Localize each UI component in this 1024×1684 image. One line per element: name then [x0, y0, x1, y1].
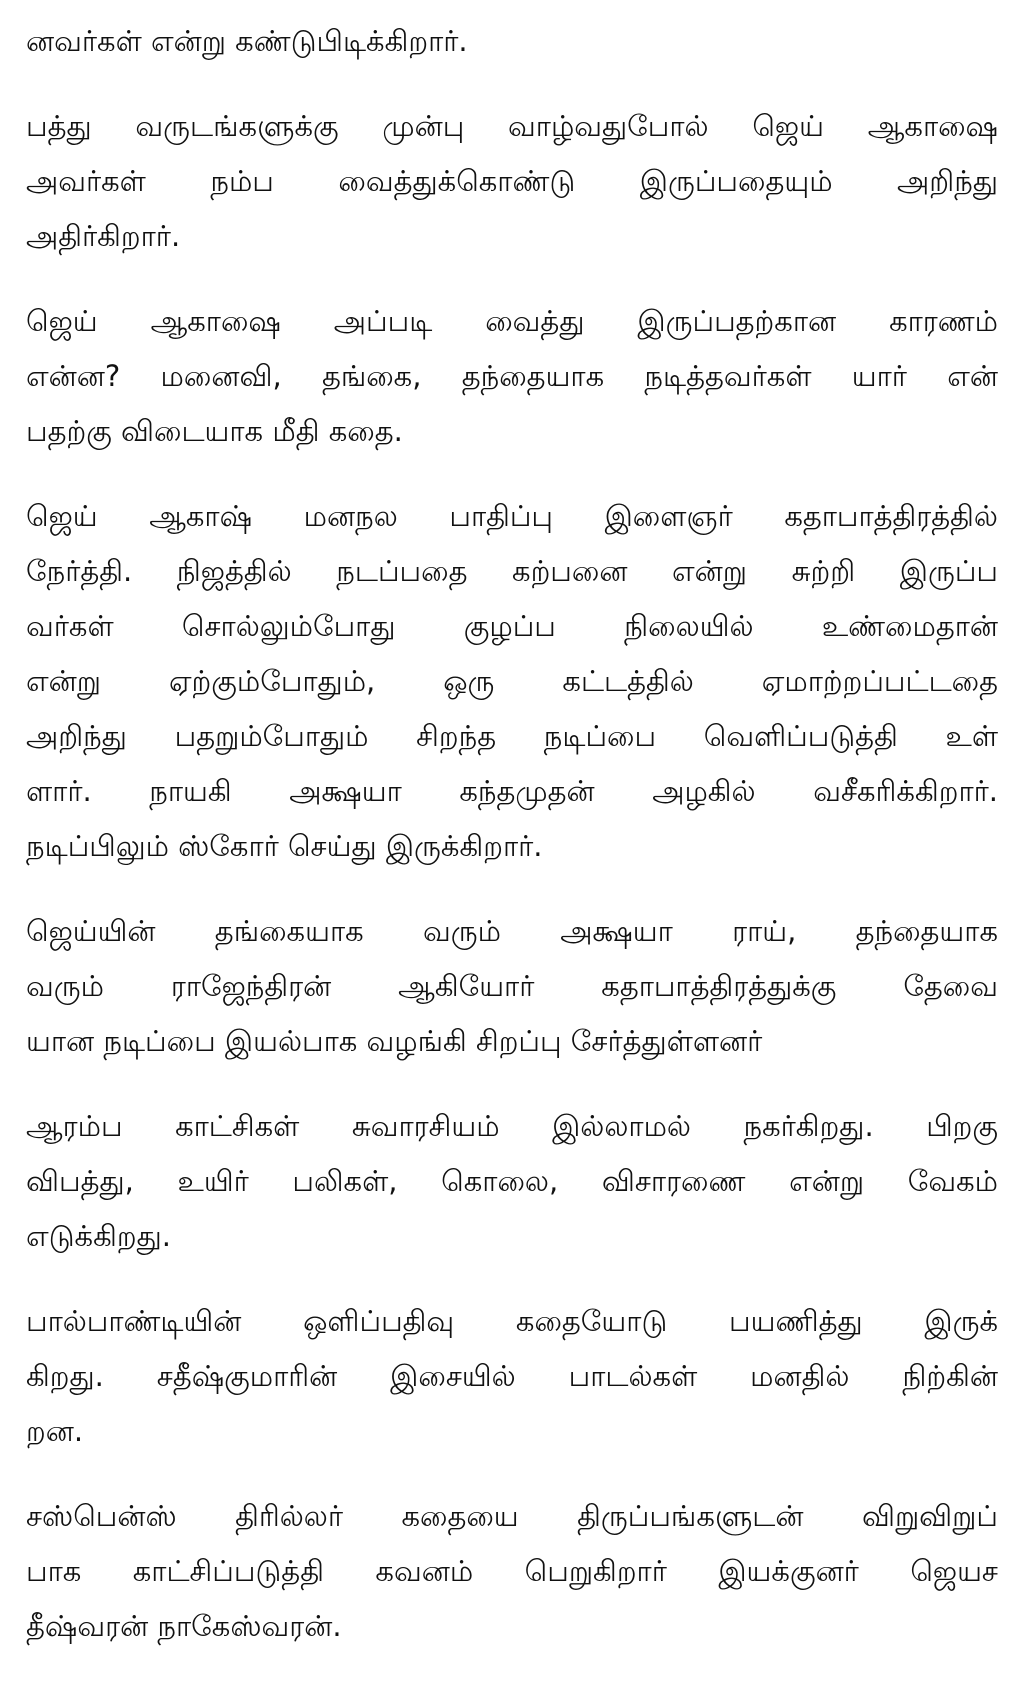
text-line: அறிந்து பதறும்போதும் சிறந்த நடிப்பை வெளிப்படுத்தி உள்: [26, 719, 998, 753]
text-line: வர்கள் சொல்லும்போது குழப்ப நிலையில் உண்மைதான்: [26, 609, 998, 643]
text-line: தீஷ்வரன் நாகேஸ்வரன்.: [26, 1609, 342, 1643]
text-line: பத்து வருடங்களுக்கு முன்பு வாழ்வதுபோல் ஜெய் ஆகாஷை: [26, 109, 998, 143]
paragraph-5: [26, 904, 998, 1069]
text-line: ஜெய் ஆகாஷை அப்படி வைத்து இருப்பதற்கான காரணம்: [26, 304, 998, 338]
text-line: என்று ஏற்கும்போதும், ஒரு கட்டத்தில் ஏமாற்றப்பட்டதை: [26, 664, 998, 698]
text-line: விபத்து, உயிர் பலிகள், கொலை, விசாரணை என்று வேகம்: [26, 1164, 998, 1198]
text-line: வரும் ராஜேந்திரன் ஆகியோர் கதாபாத்திரத்துக்கு தேவை: [26, 969, 998, 1003]
text-line: எடுக்கிறது.: [26, 1219, 171, 1253]
text-line: என்ன? மனைவி, தங்கை, தந்தையாக நடித்தவர்கள் யார் என்: [26, 359, 998, 393]
paragraph-7: [26, 1294, 998, 1459]
text-line: நேர்த்தி. நிஜத்தில் நடப்பதை கற்பனை என்று சுற்றி இருப்ப: [26, 554, 998, 588]
text-line: நடிப்பிலும் ஸ்கோர் செய்து இருக்கிறார்.: [26, 829, 543, 863]
paragraph-8: [26, 1489, 998, 1654]
text-line: யான நடிப்பை இயல்பாக வழங்கி சிறப்பு சேர்த்துள்ளனர்: [26, 1024, 763, 1058]
text-line: அவர்கள் நம்ப வைத்துக்கொண்டு இருப்பதையும் அறிந்து: [26, 164, 998, 198]
text-line: றன.: [26, 1414, 84, 1448]
paragraph-3: [26, 294, 998, 459]
text-line: னவர்கள் என்று கண்டுபிடிக்கிறார்.: [26, 24, 468, 58]
text-line: ளார். நாயகி அக்ஷயா கந்தமுதன் அழகில் வசீகரிக்கிறார்.: [26, 774, 998, 808]
text-line: பாக காட்சிப்படுத்தி கவனம் பெறுகிறார் இயக்குனர் ஜெயச: [26, 1554, 998, 1588]
text-line: பால்பாண்டியின் ஒளிப்பதிவு கதையோடு பயணித்து இருக்: [26, 1304, 998, 1338]
text-line: பதற்கு விடையாக மீதி கதை.: [26, 414, 403, 448]
text-line: ஆரம்ப காட்சிகள் சுவாரசியம் இல்லாமல் நகர்கிறது. பிறகு: [26, 1109, 998, 1143]
text-line: ஜெய்யின் தங்கையாக வரும் அக்ஷயா ராய், தந்தையாக: [26, 914, 998, 948]
paragraph-6: [26, 1099, 998, 1264]
text-line: ஜெய் ஆகாஷ் மனநல பாதிப்பு இளைஞர் கதாபாத்திரத்தில்: [26, 499, 998, 533]
paragraph-2: [26, 99, 998, 264]
paragraph-4: [26, 489, 998, 874]
text-line: கிறது. சதீஷ்குமாரின் இசையில் பாடல்கள் மனதில் நிற்கின்: [26, 1359, 998, 1393]
text-line: அதிர்கிறார்.: [26, 219, 181, 253]
article-body: [26, 0, 998, 1684]
text-line: சஸ்பென்ஸ் திரில்லர் கதையை திருப்பங்களுடன் விறுவிறுப்: [26, 1499, 998, 1533]
paragraph-1: [26, 14, 998, 69]
